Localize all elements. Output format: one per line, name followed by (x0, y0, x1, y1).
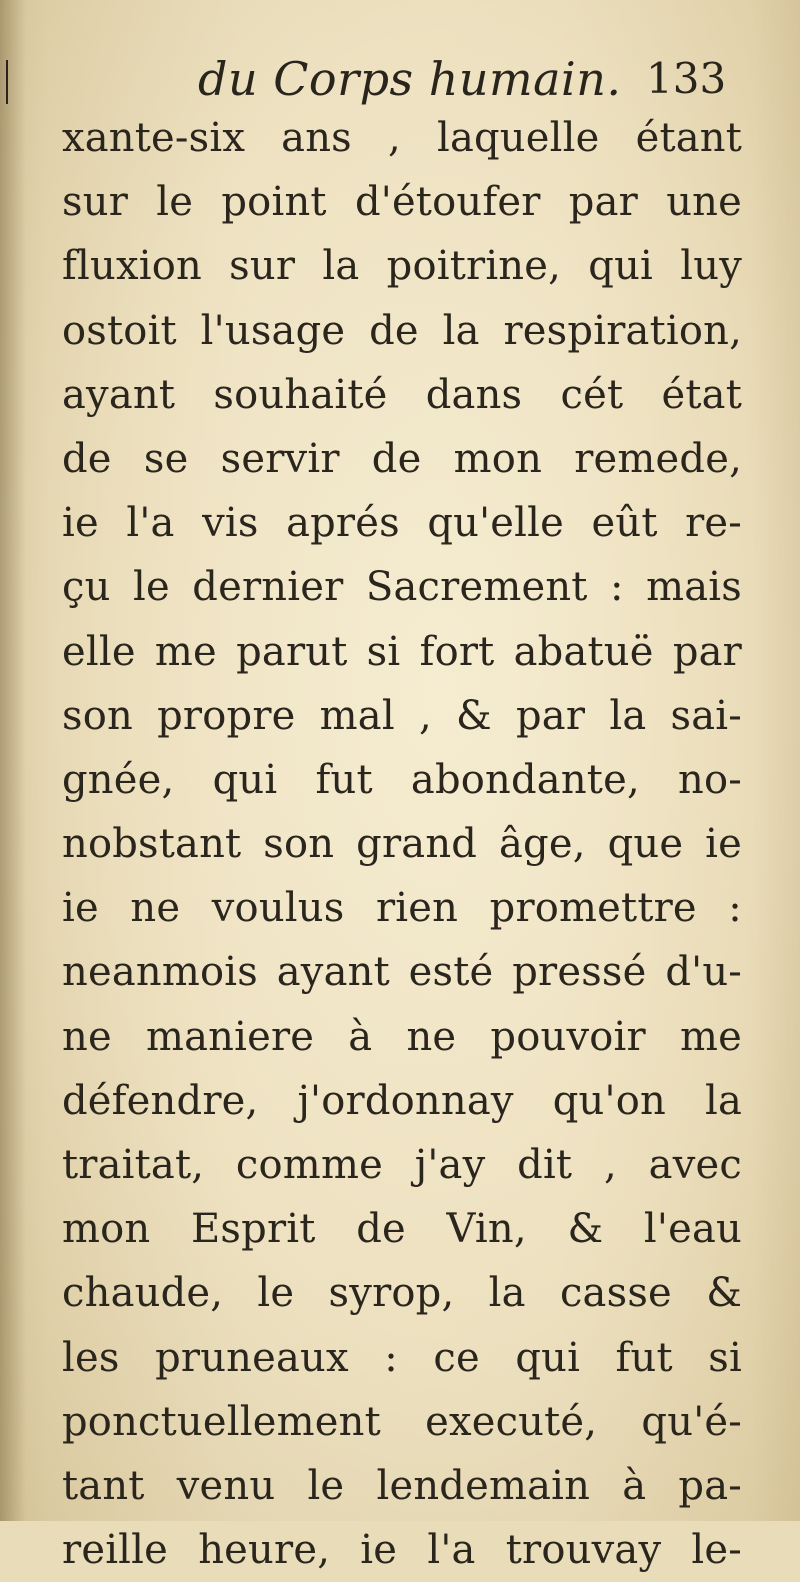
text-line: chaude, le syrop, la casse & (62, 1270, 742, 1317)
text-line: son propre mal , & par la sai- (62, 692, 742, 739)
running-head: du Corps humain. (198, 52, 622, 106)
text-line: ostoit l'usage de la respiration, (62, 307, 742, 354)
text-line: défendre, j'ordonnay qu'on la (62, 1077, 742, 1124)
text-line: reille heure, ie l'a trouvay le- (62, 1527, 742, 1574)
text-line: ponctuellement executé, qu'é- (62, 1398, 742, 1445)
text-line: neanmois ayant esté pressé d'u- (62, 949, 742, 996)
text-line: ayant souhaité dans cét état (62, 371, 742, 418)
text-line: ie ne voulus rien promettre : (62, 885, 742, 932)
text-line: de se servir de mon remede, (62, 435, 742, 482)
page-number: 133 (646, 54, 727, 103)
text-line: ie l'a vis aprés qu'elle eût re- (62, 500, 742, 547)
text-line: les pruneaux : ce qui fut si (62, 1334, 742, 1381)
text-line: elle me parut si fort abatuë par (62, 628, 742, 675)
text-line: xante-six ans , laquelle étant (62, 115, 742, 161)
body-text (62, 106, 742, 1582)
text-line: ne maniere à ne pouvoir me (62, 1013, 742, 1060)
text-line: gnée, qui fut abondante, no- (62, 756, 742, 803)
binding-shadow (0, 0, 26, 1521)
text-line: sur le point d'étoufer par une (62, 179, 742, 226)
text-line: mon Esprit de Vin, & l'eau (62, 1206, 742, 1253)
text-line: çu le dernier Sacrement : mais (62, 564, 742, 611)
page-header (0, 52, 800, 112)
text-line: nobstant son grand âge, que ie (62, 821, 742, 868)
text-line: tant venu le lendemain à pa- (62, 1462, 742, 1509)
text-line: fluxion sur la poitrine, qui luy (62, 243, 742, 290)
text-line: traitat, comme j'ay dit , avec (62, 1142, 742, 1188)
